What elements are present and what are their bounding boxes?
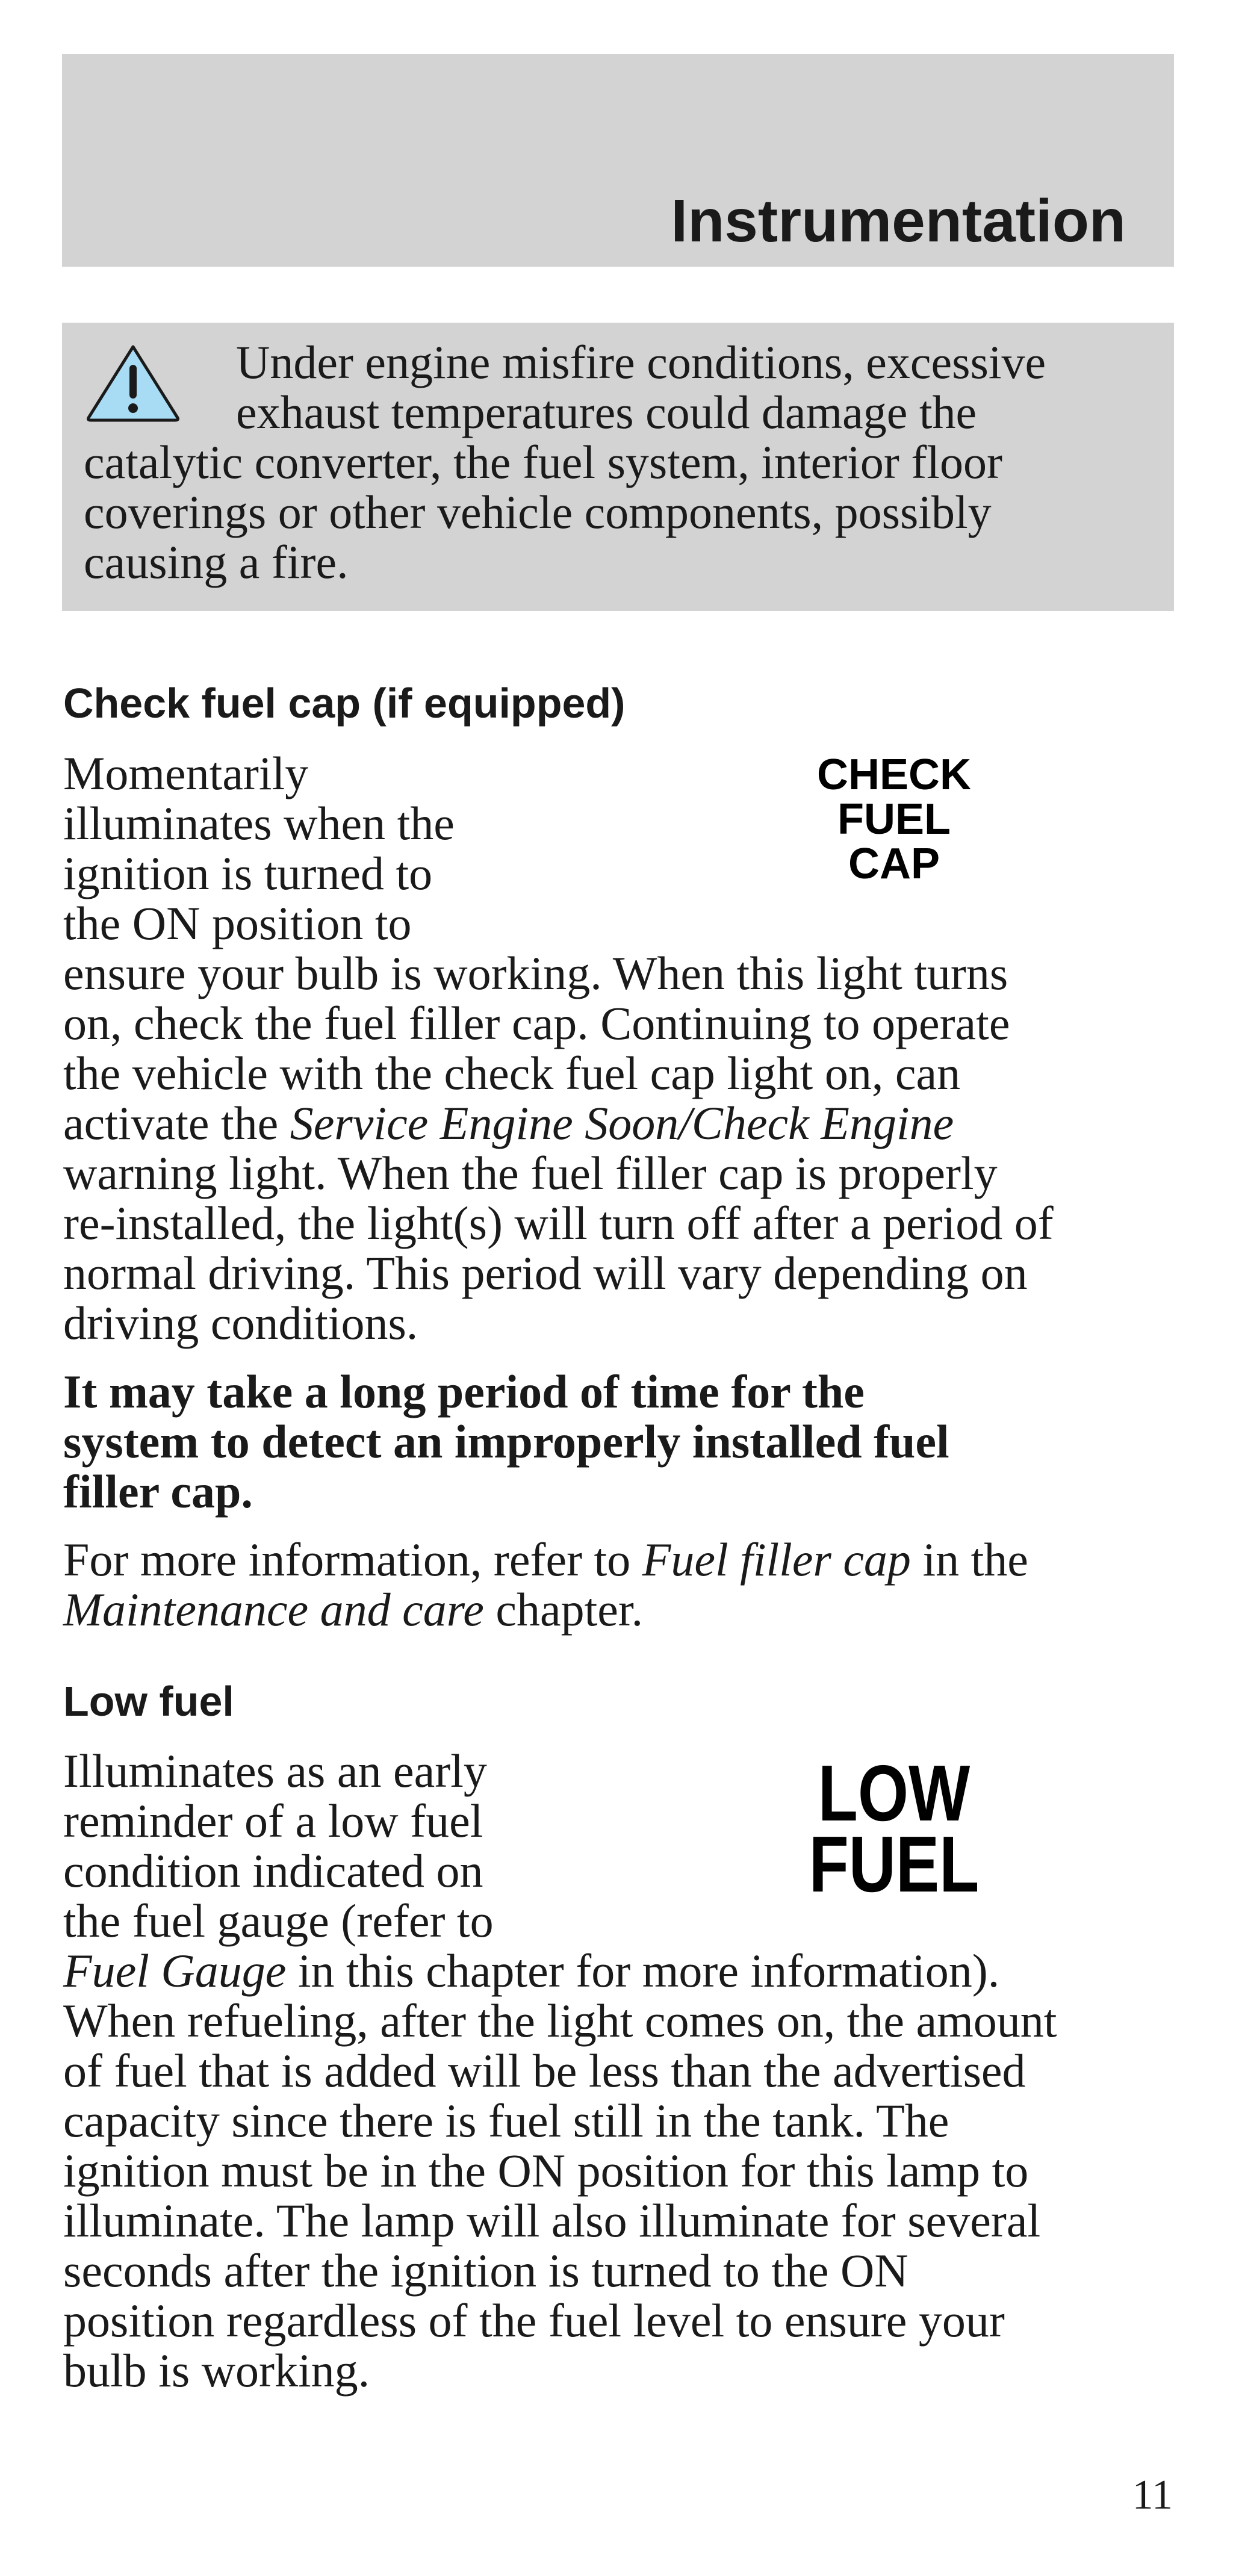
low-fuel-body [63, 1746, 1057, 2395]
text-line [63, 998, 1054, 1048]
text-segment: illuminate. The lamp will also illuminate for several [63, 2194, 1041, 2247]
italic-reference-text: Fuel filler cap [642, 1533, 911, 1586]
text-line [63, 1466, 949, 1516]
text-line [63, 1535, 1028, 1584]
italic-reference-text: Fuel Gauge [63, 1944, 287, 1997]
text-segment: reminder of a low fuel [63, 1795, 483, 1847]
text-line [63, 1746, 1057, 1796]
text-line [63, 1148, 1054, 1198]
text-segment: re-installed, the light(s) will turn off after a period of [63, 1197, 1054, 1249]
text-segment: driving conditions. [63, 1297, 418, 1349]
text-segment: It may take a long period of time for the [63, 1365, 865, 1418]
lamp-text: LOW [818, 1749, 971, 1837]
lamp-text: CHECK [816, 751, 971, 799]
warning-text [84, 337, 1046, 587]
text-segment: ensure your bulb is working. When this light turns [63, 947, 1008, 999]
text-segment: For more information, refer to [63, 1533, 642, 1586]
text-line [63, 2196, 1057, 2245]
text-line [63, 1417, 949, 1466]
text-segment: filler cap. [63, 1465, 253, 1518]
text-segment: the vehicle with the check fuel cap light on, can [63, 1047, 961, 1099]
text-segment: in the [910, 1533, 1028, 1586]
text-segment: Under engine misfire conditions, excessive [236, 336, 1046, 388]
check-fuel-cap-body [63, 748, 1054, 1348]
text-line [63, 2295, 1057, 2345]
text-line [63, 1098, 1054, 1148]
text-line [63, 2245, 1057, 2295]
text-line [63, 1367, 949, 1417]
text-line [84, 537, 1046, 587]
text-segment: position regardless of the fuel level to ensure your [63, 2294, 1005, 2347]
chapter-header [62, 54, 1174, 267]
text-line [63, 1298, 1054, 1348]
text-line [63, 1996, 1057, 2046]
text-line [63, 1796, 1057, 1846]
text-line [63, 2046, 1057, 2096]
section-heading-low-fuel: Low fuel [63, 1678, 234, 1725]
text-line [63, 1846, 1057, 1896]
text-segment: system to detect an improperly installed fuel [63, 1415, 949, 1468]
italic-reference-text: Service Engine Soon/Check Engine [290, 1097, 954, 1149]
text-line [84, 437, 1046, 487]
text-line [63, 948, 1054, 998]
text-line [63, 1248, 1054, 1298]
text-segment: on, check the fuel filler cap. Continuing to operate [63, 997, 1010, 1049]
text-segment: of fuel that is added will be less than the advertised [63, 2044, 1026, 2097]
text-line [63, 898, 1054, 948]
text-segment: capacity since there is fuel still in the tank. The [63, 2094, 949, 2147]
text-segment: condition indicated on [63, 1845, 483, 1897]
text-segment: Illuminates as an early [63, 1745, 487, 1797]
text-segment: causing a fire. [84, 536, 349, 588]
text-line [84, 487, 1046, 537]
text-segment: the ON position to [63, 897, 412, 949]
text-line [63, 2096, 1057, 2146]
warning-box [62, 323, 1174, 611]
text-segment: seconds after the ignition is turned to the ON [63, 2244, 908, 2297]
text-segment: coverings or other vehicle components, possibly [84, 486, 992, 538]
chapter-title: Instrumentation [671, 187, 1126, 255]
text-segment: warning light. When the fuel filler cap is properly [63, 1147, 998, 1199]
text-line [63, 2345, 1057, 2395]
lamp-text: FUEL [809, 1820, 980, 1908]
text-segment: in this chapter for more information). [286, 1944, 1000, 1997]
lamp-text: CAP [848, 840, 940, 888]
text-segment: ignition must be in the ON position for this lamp to [63, 2144, 1029, 2197]
text-line [63, 1584, 1028, 1634]
text-line [63, 1946, 1057, 1996]
lamp-text: FUEL [837, 795, 951, 843]
text-line [63, 1048, 1054, 1098]
text-segment: ignition is turned to [63, 847, 433, 899]
text-segment: When refueling, after the light comes on, the amount [63, 1994, 1057, 2047]
text-line [63, 2146, 1057, 2196]
text-line [63, 748, 1054, 798]
text-line [84, 337, 1046, 387]
text-line [63, 1896, 1057, 1946]
text-line [63, 1198, 1054, 1248]
page-number: 11 [1132, 2472, 1173, 2518]
text-line [84, 387, 1046, 437]
section-heading-check-fuel-cap: Check fuel cap (if equipped) [63, 680, 626, 727]
text-segment: normal driving. This period will vary depending on [63, 1247, 1028, 1299]
text-segment: the fuel gauge (refer to [63, 1895, 494, 1947]
text-segment: exhaust temperatures could damage the [236, 386, 977, 438]
text-segment: bulb is working. [63, 2344, 370, 2397]
check-fuel-cap-reference [63, 1535, 1028, 1634]
italic-reference-text: Maintenance and care [63, 1583, 484, 1636]
text-segment: illuminates when the [63, 797, 455, 849]
text-line [63, 848, 1054, 898]
text-segment: chapter. [483, 1583, 644, 1636]
text-segment: activate the [63, 1097, 290, 1149]
text-segment: catalytic converter, the fuel system, interior floor [84, 436, 1002, 488]
text-segment: Momentarily [63, 747, 309, 799]
text-line [63, 795, 1054, 849]
check-fuel-cap-note [63, 1367, 949, 1516]
